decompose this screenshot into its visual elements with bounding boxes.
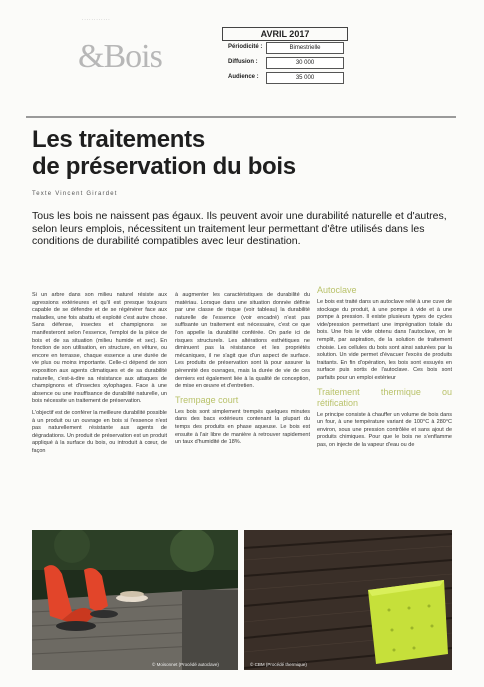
lead-paragraph: Tous les bois ne naissent pas égaux. Ils peuvent avoir une durabilité naturelle et d'autres, selon leurs emplois, nécessitent un traitement leur permettant d'être utilisés dans les conditions de durabilité compatibles avec leur destination. [32, 210, 447, 248]
subhead-thermique: Traitement thermique ou rétification [317, 386, 452, 408]
article-title-line-1: Les traitements [32, 126, 205, 153]
column-3 [317, 285, 452, 454]
column-3-paragraph-2: Le principe consiste à chauffer un volume de bois dans un four, à une température variant de 100°C à 280°C environ, sous une pression contrôlée et sans ajout de produits chimiques. Pour que le bois ne s'enflamme pas, on injecte de la vapeur d'eau ou de [317, 411, 452, 448]
article-title [32, 126, 296, 180]
column-1-paragraph-1: Si un arbre dans son milieu naturel résiste aux agressions extérieures et qu'il est presque toujours capable de se défendre et de se régénérer face aux maladies, une fois abattu et exploité c'est autre chose. Sans défense, insectes et champignons se manifesteront selon l'essence, l'emploi de la pièce de bois et de sa situation (milieu humide et sec). En fonction de son utilisation, en structure, en vêture, ou encore en terrasse, chaque essence a une durée de vie plus ou moins importante. Celle-ci dépend de son exposition aux agents climatiques et de sa durabilité naturelle, c'est-à-dire sa résistance aux attaques de champignons et d'insectes xylophages. Face à une absence ou une insuffisance de durabilité naturelle, un bois nécessite un traitement de préservation. [32, 292, 167, 405]
periodicity-value: Bimestrielle [266, 42, 344, 54]
column-1-paragraph-2: L'objectif est de conférer la meilleure durabilité possible à un produit ou un ouvrage en bois si l'essence n'est pas naturellement résistante aux agents de dégradations. Un produit de préservation est un produit appliqué à la surface du bois, ou introduit à cœur, de façon [32, 409, 167, 454]
magazine-logo: &Bois [78, 38, 162, 75]
column-2-paragraph-1: à augmenter les caractéristiques de durabilité du matériau. Lorsque dans une situation donnée définie par une classe de risque (voir tableau) la durabilité naturelle de l'essence (voir encadré) n'est pas suffisante un traitement est nécessaire, c'est ce que l'on appelle la durabilité conférée. On parle ici de risques structurels. Les altérations esthétiques ne diminuent pas la résistance et les propriétés mécaniques, il ne s'agit que d'un aspect de surface. Les produits de préservation sont là pour assurer la pérennité des ouvrages, mais la durée de vie de ces derniers est également liée à la qualité de conception, de mise en œuvre et d'entretien. [175, 292, 310, 390]
column-2 [175, 292, 310, 451]
photo-deck-chairs [32, 530, 238, 670]
byline: Texte Vincent Girardet [32, 191, 118, 197]
header-rule [26, 116, 456, 118]
issue-date: AVRIL 2017 [222, 27, 348, 41]
column-1 [32, 292, 167, 459]
photo-right-caption: © CBM (Procédé thermique) [250, 662, 307, 667]
article-title-line-2: de préservation du bois [32, 153, 296, 180]
periodicity-label: Périodicité : [228, 44, 263, 50]
diffusion-value: 30 000 [266, 57, 344, 69]
photo-left-caption: © Moisonnet (Procédé autoclave) [152, 662, 219, 667]
magazine-logo-small: ............ [82, 16, 111, 22]
thermo-wood-illustration [244, 530, 452, 670]
audience-label: Audience : [228, 74, 259, 80]
subhead-trempage: Trempage court [175, 394, 239, 405]
column-3-paragraph-1: Le bois est traité dans un autoclave relié à une cuve de stockage du produit, à une pompe à vide et à une pompe à pression. Il existe plusieurs types de cycles vide/pression permettant une imprégnation totale du bois. Une fois le vide obtenu dans l'autoclave, on le remplit, par aspiration, de la solution de traitement choisie. Les cellules du bois sont ainsi saturées par la solution. Un vide permet d'évacuer l'excès de produits traitants. En fin d'opération, les bois sont essuyés en surface puis sortis de l'autoclave. Ces bois sont parfaits pour un emploi extérieur [317, 299, 452, 381]
deck-illustration [32, 530, 238, 670]
subhead-autoclave: Autoclave [317, 285, 357, 295]
photo-thermo-wood [244, 530, 452, 670]
diffusion-label: Diffusion : [228, 59, 258, 65]
audience-value: 35 000 [266, 72, 344, 84]
column-2-paragraph-2: Les bois sont simplement trempés quelques minutes dans des bacs extérieurs contenant la plupart du temps des produits en phase aqueuse. Le bois est ensuite à l'air libre de manière à retrouver rapidement un taux d'humidité de 18%. [175, 408, 310, 446]
